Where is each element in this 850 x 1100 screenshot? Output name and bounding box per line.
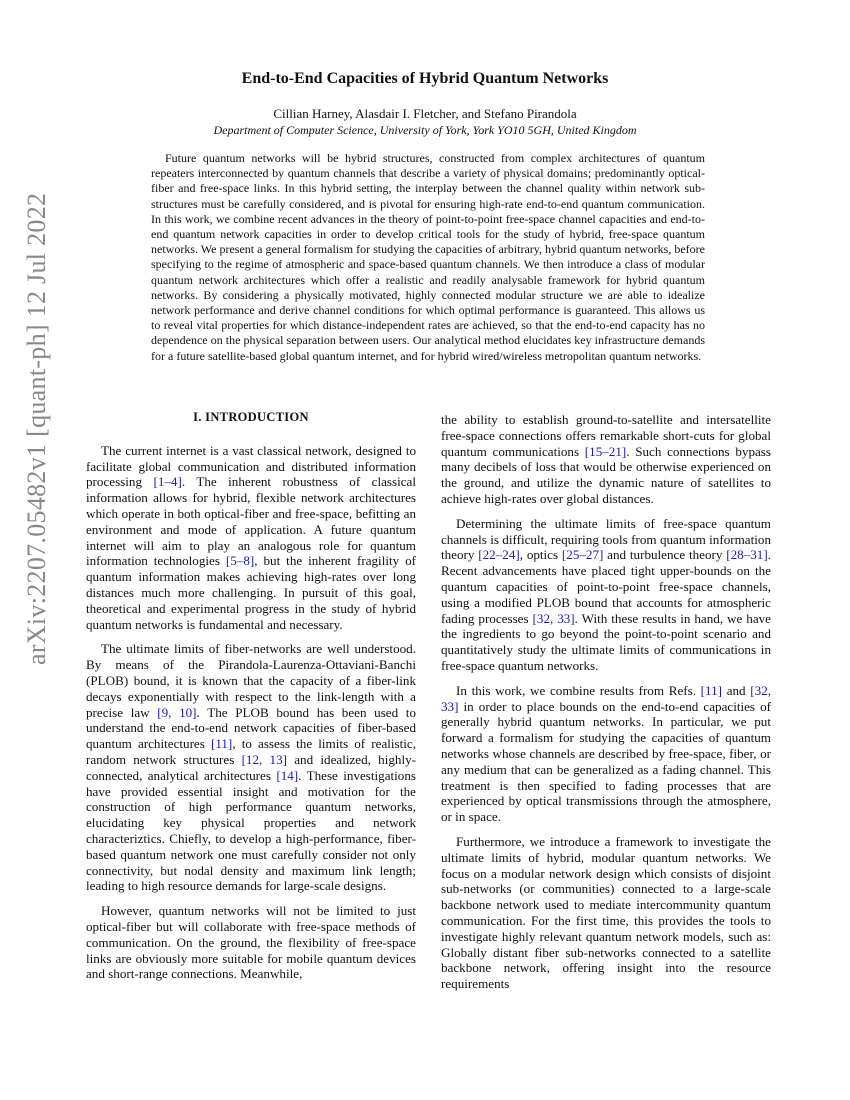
abstract: Future quantum networks will be hybrid structures, constructed from complex architectures of quantum repeaters interconnected by quantum channels that describe a variety of physical domains; predominantly optical-fiber and free-space links. In this hybrid setting, the interplay between the channel quality within network sub-structures must be carefully considered, and is pivotal for ensuring high-rate end-to-end quantum communication. In this work, we combine recent advances in the theory of point-to-point free-space channel capacities and end-to-end quantum network capacities in order to develop critical tools for the study of hybrid, free-space quantum networks. We present a general formalism for studying the capacities of arbitrary, hybrid quantum networks, before specifying to the regime of atmospheric and space-based quantum channels. We then introduce a class of modular quantum network architectures which offer a realistic and readily analysable framework for hybrid quantum networks. By considering a physically motivated, highly connected modular structure we are able to idealize network performance and derive channel conditions for which optimal performance is guaranteed. This allows us to reveal vital properties for which distance-independent rates are achieved, so that the end-to-end capacity has no dependence on the physical separation between users. Our analytical method elucidates key infrastructure demands for a future satellite-based global quantum internet, and for hybrid wired/wireless metropolitan quantum networks.	[151, 151, 705, 363]
text-span: , to assess the limits of realistic, random network structures	[86, 736, 416, 767]
text-span: . Recent advancements have placed tight upper-bounds on the quantum capacities of point-to-point free-space channels, using a modified PLOB bound that accounts for atmospheric fading processes	[441, 547, 771, 626]
citation-link[interactable]: [11]	[700, 682, 723, 698]
paragraph	[441, 516, 771, 674]
text-span: Furthermore, we introduce a framework to investigate the ultimate limits of hybrid, modular quantum networks. We focus on a modular network design which consists of disjoint sub-networks (or communities) connected to a large-scale backbone network used to mediate intercommunity quantum communication. For the first time, this provides the tools to investigate highly relevant quantum network models, such as: Globally distant fiber sub-networks connected to a satellite backbone network, offering insight into the resource requirements	[441, 833, 771, 992]
paragraph	[86, 641, 416, 894]
citation-link[interactable]: [28–31]	[726, 547, 768, 563]
paper-affiliation: Department of Computer Science, University of York, York YO10 5GH, United Kingdom	[213, 123, 637, 137]
text-span: and	[722, 682, 751, 698]
citation-link[interactable]: [15–21]	[584, 443, 627, 459]
paper-title: End-to-End Capacities of Hybrid Quantum Networks	[241, 70, 609, 87]
text-span: The ultimate limits of fiber-networks are well understood. By means of the Pirandola-Laurenza-Ottaviani-Banchi (PLOB) bound, it is known that the capacity of a fiber-link decays exponentially with respect to the link-length with a precise law	[86, 641, 416, 720]
paragraph	[441, 412, 771, 507]
text-span: , but the inherent fragility of quantum information makes achieving high-rates over long distances much more challenging. In pursuit of this goal, theoretical and experimental progress in the study of hybrid quantum networks is fundamental and necessary.	[86, 553, 417, 632]
text-span: In this work, we combine results from Refs.	[456, 682, 701, 698]
citation-link[interactable]: [5–8]	[225, 553, 255, 569]
text-span: . The inherent robustness of classical information allows for hybrid, flexible network architectures which operate in both optical-fiber and free-space, befitting an environment and mode of application. A future quantum internet will aim to play an analogous role for quantum information technologies	[86, 474, 416, 569]
left-column	[86, 410, 416, 982]
text-span: . With these results in hand, we have the ingredients to go beyond the point-to-point scenario and quantitatively study the ultimate limits of communications in free-space quantum networks.	[441, 610, 771, 673]
text-span: in order to place bounds on the end-to-end capacities of generally hybrid quantum networks. In particular, we put forward a formalism for studying the capacities of quantum networks whose channels are described by free-space, fiber, or any medium that can be generalized as a fading channel. This treatment is then specified to fading processes that are experienced by optical transmissions through the atmosphere, or in space.	[441, 698, 771, 825]
citation-link[interactable]: [1–4]	[153, 474, 182, 490]
arxiv-identifier[interactable]: arXiv:2207.05482v1 [quant-ph] 12 Jul 2022	[22, 192, 51, 665]
right-column	[441, 412, 771, 992]
citation-link[interactable]: [14]	[276, 767, 299, 783]
text-span: the ability to establish ground-to-satellite and intersatellite free-space connections offers remarkable short-cuts for global quantum communications	[441, 412, 771, 459]
text-span: . The PLOB bound has been used to understand the end-to-end network capacities of fiber-based quantum architectures	[86, 704, 416, 752]
citation-link[interactable]: [32, 33]	[532, 610, 575, 626]
text-span: Determining the ultimate limits of free-space quantum channels is difficult, requiring tools from quantum information theory	[441, 515, 771, 563]
text-span: and idealized, highly-connected, analytical architectures	[86, 751, 416, 783]
text-span: . These investigations have provided essential insight and motivation for the construction of high performance quantum networks, elucidating key physical properties and network characteriztics. Chiefly, to develop a high-performance, fiber-based quantum network one must carefully consider not only connectivity, but nodal density and maximum link length; leading to high resource demands for large-scale designs.	[86, 767, 416, 894]
citation-link[interactable]: [25–27]	[561, 547, 604, 563]
paragraph	[86, 443, 416, 633]
text-span: However, quantum networks will not be limited to just optical-fiber but will collaborate with free-space methods of communication. On the ground, the flexibility of free-space links are obviously more suitable for mobile quantum devices and short-range connections. Meanwhile,	[86, 903, 416, 982]
paragraph	[441, 683, 771, 825]
text-span: , optics	[519, 547, 562, 563]
citation-link[interactable]: [9, 10]	[157, 704, 197, 720]
citation-link[interactable]: [32, 33]	[441, 682, 772, 714]
paper-authors: Cillian Harney, Alasdair I. Fletcher, and Stefano Pirandola	[273, 106, 577, 121]
citation-link[interactable]: [12, 13]	[241, 751, 287, 767]
citation-link[interactable]: [11]	[210, 736, 233, 752]
citation-link[interactable]: [22–24]	[478, 547, 520, 563]
section-heading-introduction: I. INTRODUCTION	[193, 410, 309, 424]
text-span: The current internet is a vast classical network, designed to facilitate global communication and distributed information processing	[86, 442, 416, 490]
paragraph	[441, 834, 771, 992]
text-span: and turbulence theory	[603, 547, 727, 563]
paragraph	[86, 903, 416, 982]
text-span: . Such connections bypass many decibels of loss that would be otherwise experienced on the ground, and utilize the dynamic nature of satellites to achieve high-rates over global distances.	[441, 443, 771, 506]
